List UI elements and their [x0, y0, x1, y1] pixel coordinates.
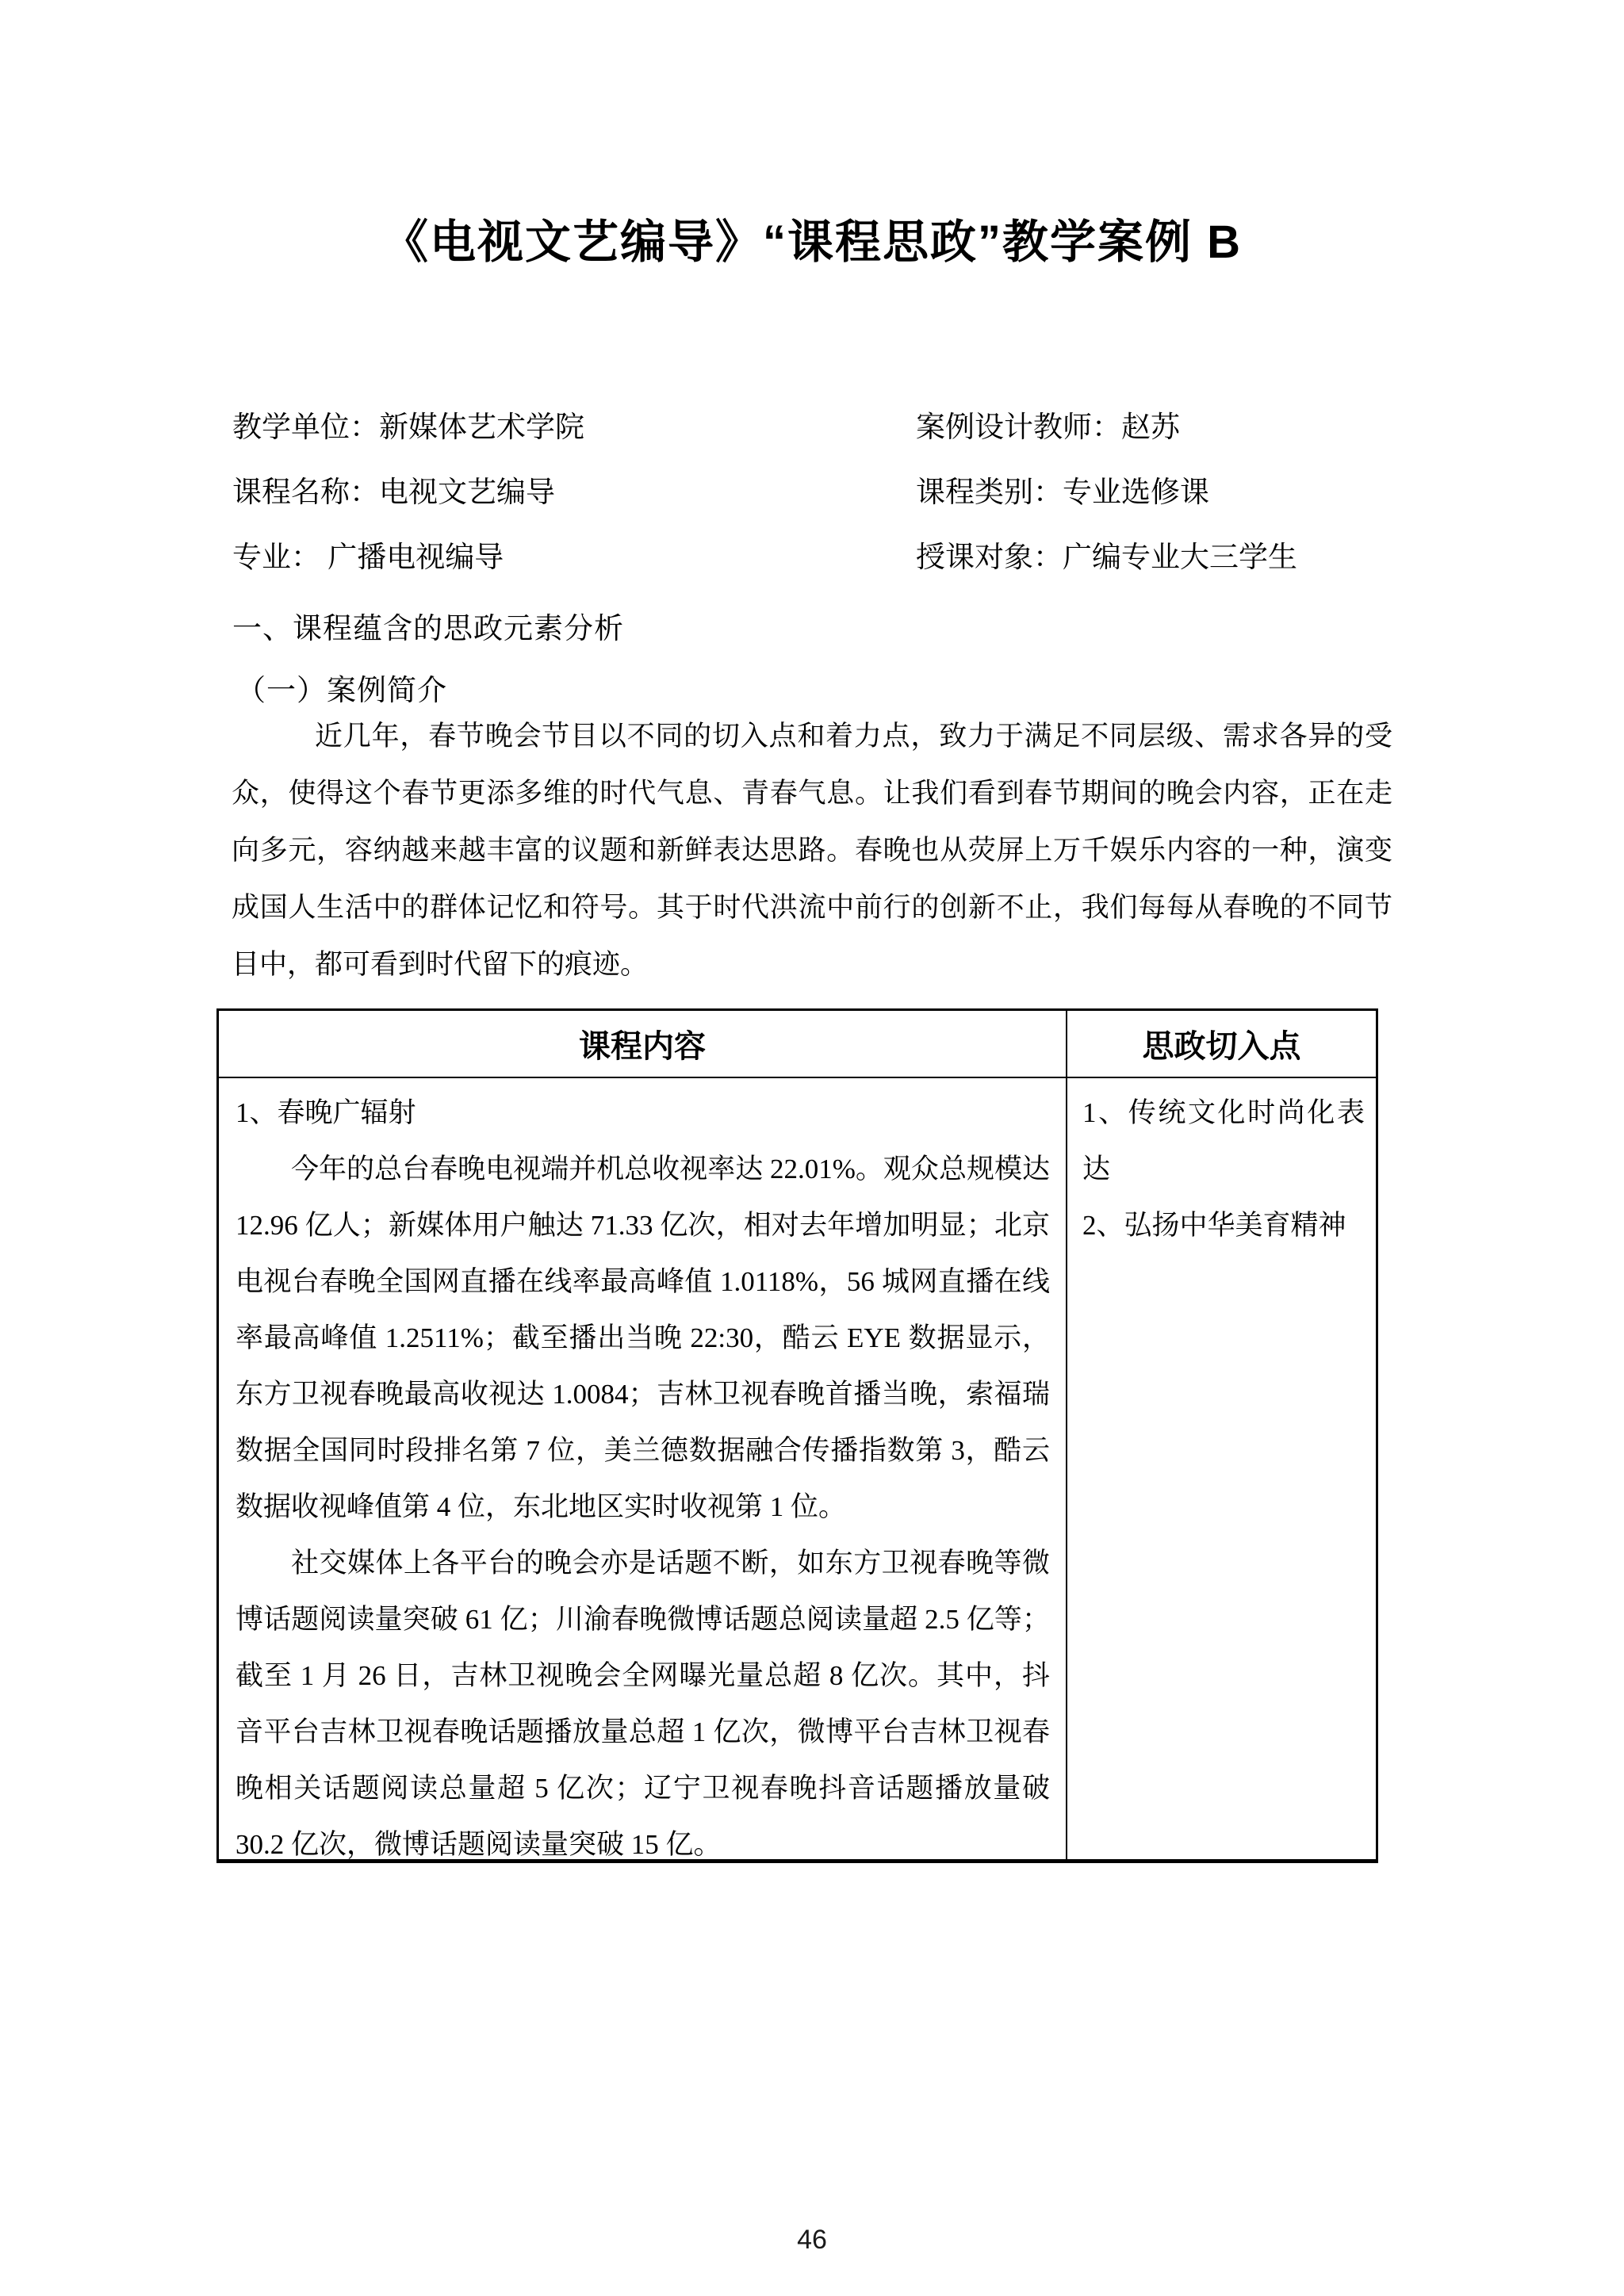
cell-sizheng-points [1067, 1078, 1376, 1859]
table-header-sizheng-point: 思政切入点 [1142, 1028, 1301, 1064]
meta-teaching-unit: 教学单位：新媒体艺术学院 [232, 411, 584, 444]
meta-row-major [232, 522, 1396, 587]
meta-audience: 授课对象：广编专业大三学生 [916, 541, 1297, 574]
meta-course-type: 课程类别：专业选修课 [916, 476, 1209, 509]
section-subheading: （一）案例简介 [236, 675, 447, 707]
intro-paragraph: 近几年，春节晚会节目以不同的切入点和着力点，致力于满足不同层级、需求各异的受众，使得这个春节更添多维的时代气息、青春气息。让我们看到春节期间的晚会内容，正在走向多元，容纳越来越丰富的议题和新鲜表达思路。春晚也从荧屏上万千娱乐内容的一种，演变成国人生活中的群体记忆和符号。其于时代洪流中前行的创新不止，我们每每从春晚的不同节目中，都可看到时代留下的痕迹。 [232, 721, 1392, 980]
meta-course-name: 课程名称：电视文艺编导 [232, 476, 555, 509]
table-header-course-content: 课程内容 [219, 1011, 1067, 1077]
meta-major: 专业： 广播电视编导 [232, 541, 504, 574]
sizheng-point-1: 1、传统文化时尚化表达 [1082, 1097, 1365, 1184]
table-header-row [219, 1011, 1376, 1078]
section-heading: 一、课程蕴含的思政元素分析 [232, 613, 624, 645]
course-meta-block [232, 392, 1396, 587]
content-table [216, 1008, 1378, 1863]
course-content-paragraph-2: 社交媒体上各平台的晚会亦是话题不断，如东方卫视春晚等微博话题阅读量突破 61 亿；川渝春晚微博话题总阅读量超 2.5 亿等；截至 1 月 26 日，吉林卫视晚会全网曝光量总超 8 亿次。其中，抖音平台吉林卫视春晚话题播放量总超 1 亿次，微博平台吉林卫视春晚相关话题阅读总量超 5 亿次；辽宁卫视春晚抖音话题播放量破 30.2 亿次，微博话题阅读量突破 15 亿。 [236, 1548, 1050, 1860]
table-body-row [219, 1078, 1376, 1859]
cell-course-content [219, 1078, 1067, 1859]
meta-row-unit [232, 392, 1396, 457]
sizheng-point-2: 2、弘扬中华美育精神 [1082, 1210, 1346, 1241]
course-content-title: 1、春晚广辐射 [236, 1097, 416, 1128]
meta-row-course [232, 457, 1396, 522]
page-number: 46 [797, 2225, 827, 2255]
course-content-paragraph-1: 今年的总台春晚电视端并机总收视率达 22.01%。观众总规模达 12.96 亿人；新媒体用户触达 71.33 亿次，相对去年增加明显；北京电视台春晚全国网直播在线率最高峰值 1.0118%，56 城网直播在线率最高峰值 1.2511%；截至播出当晚 22:30，酷云 EYE 数据显示，东方卫视春晚最高收视达 1.0084；吉林卫视春晚首播当晚，索福瑞数据全国同时段排名第 7 位，美兰德数据融合传播指数第 3，酷云数据收视峰值第 4 位，东北地区实时收视第 1 位。 [236, 1154, 1050, 1522]
meta-case-designer: 案例设计教师：赵苏 [916, 411, 1180, 444]
document-title: 《电视文艺编导》“课程思政”教学案例 B [381, 216, 1242, 268]
